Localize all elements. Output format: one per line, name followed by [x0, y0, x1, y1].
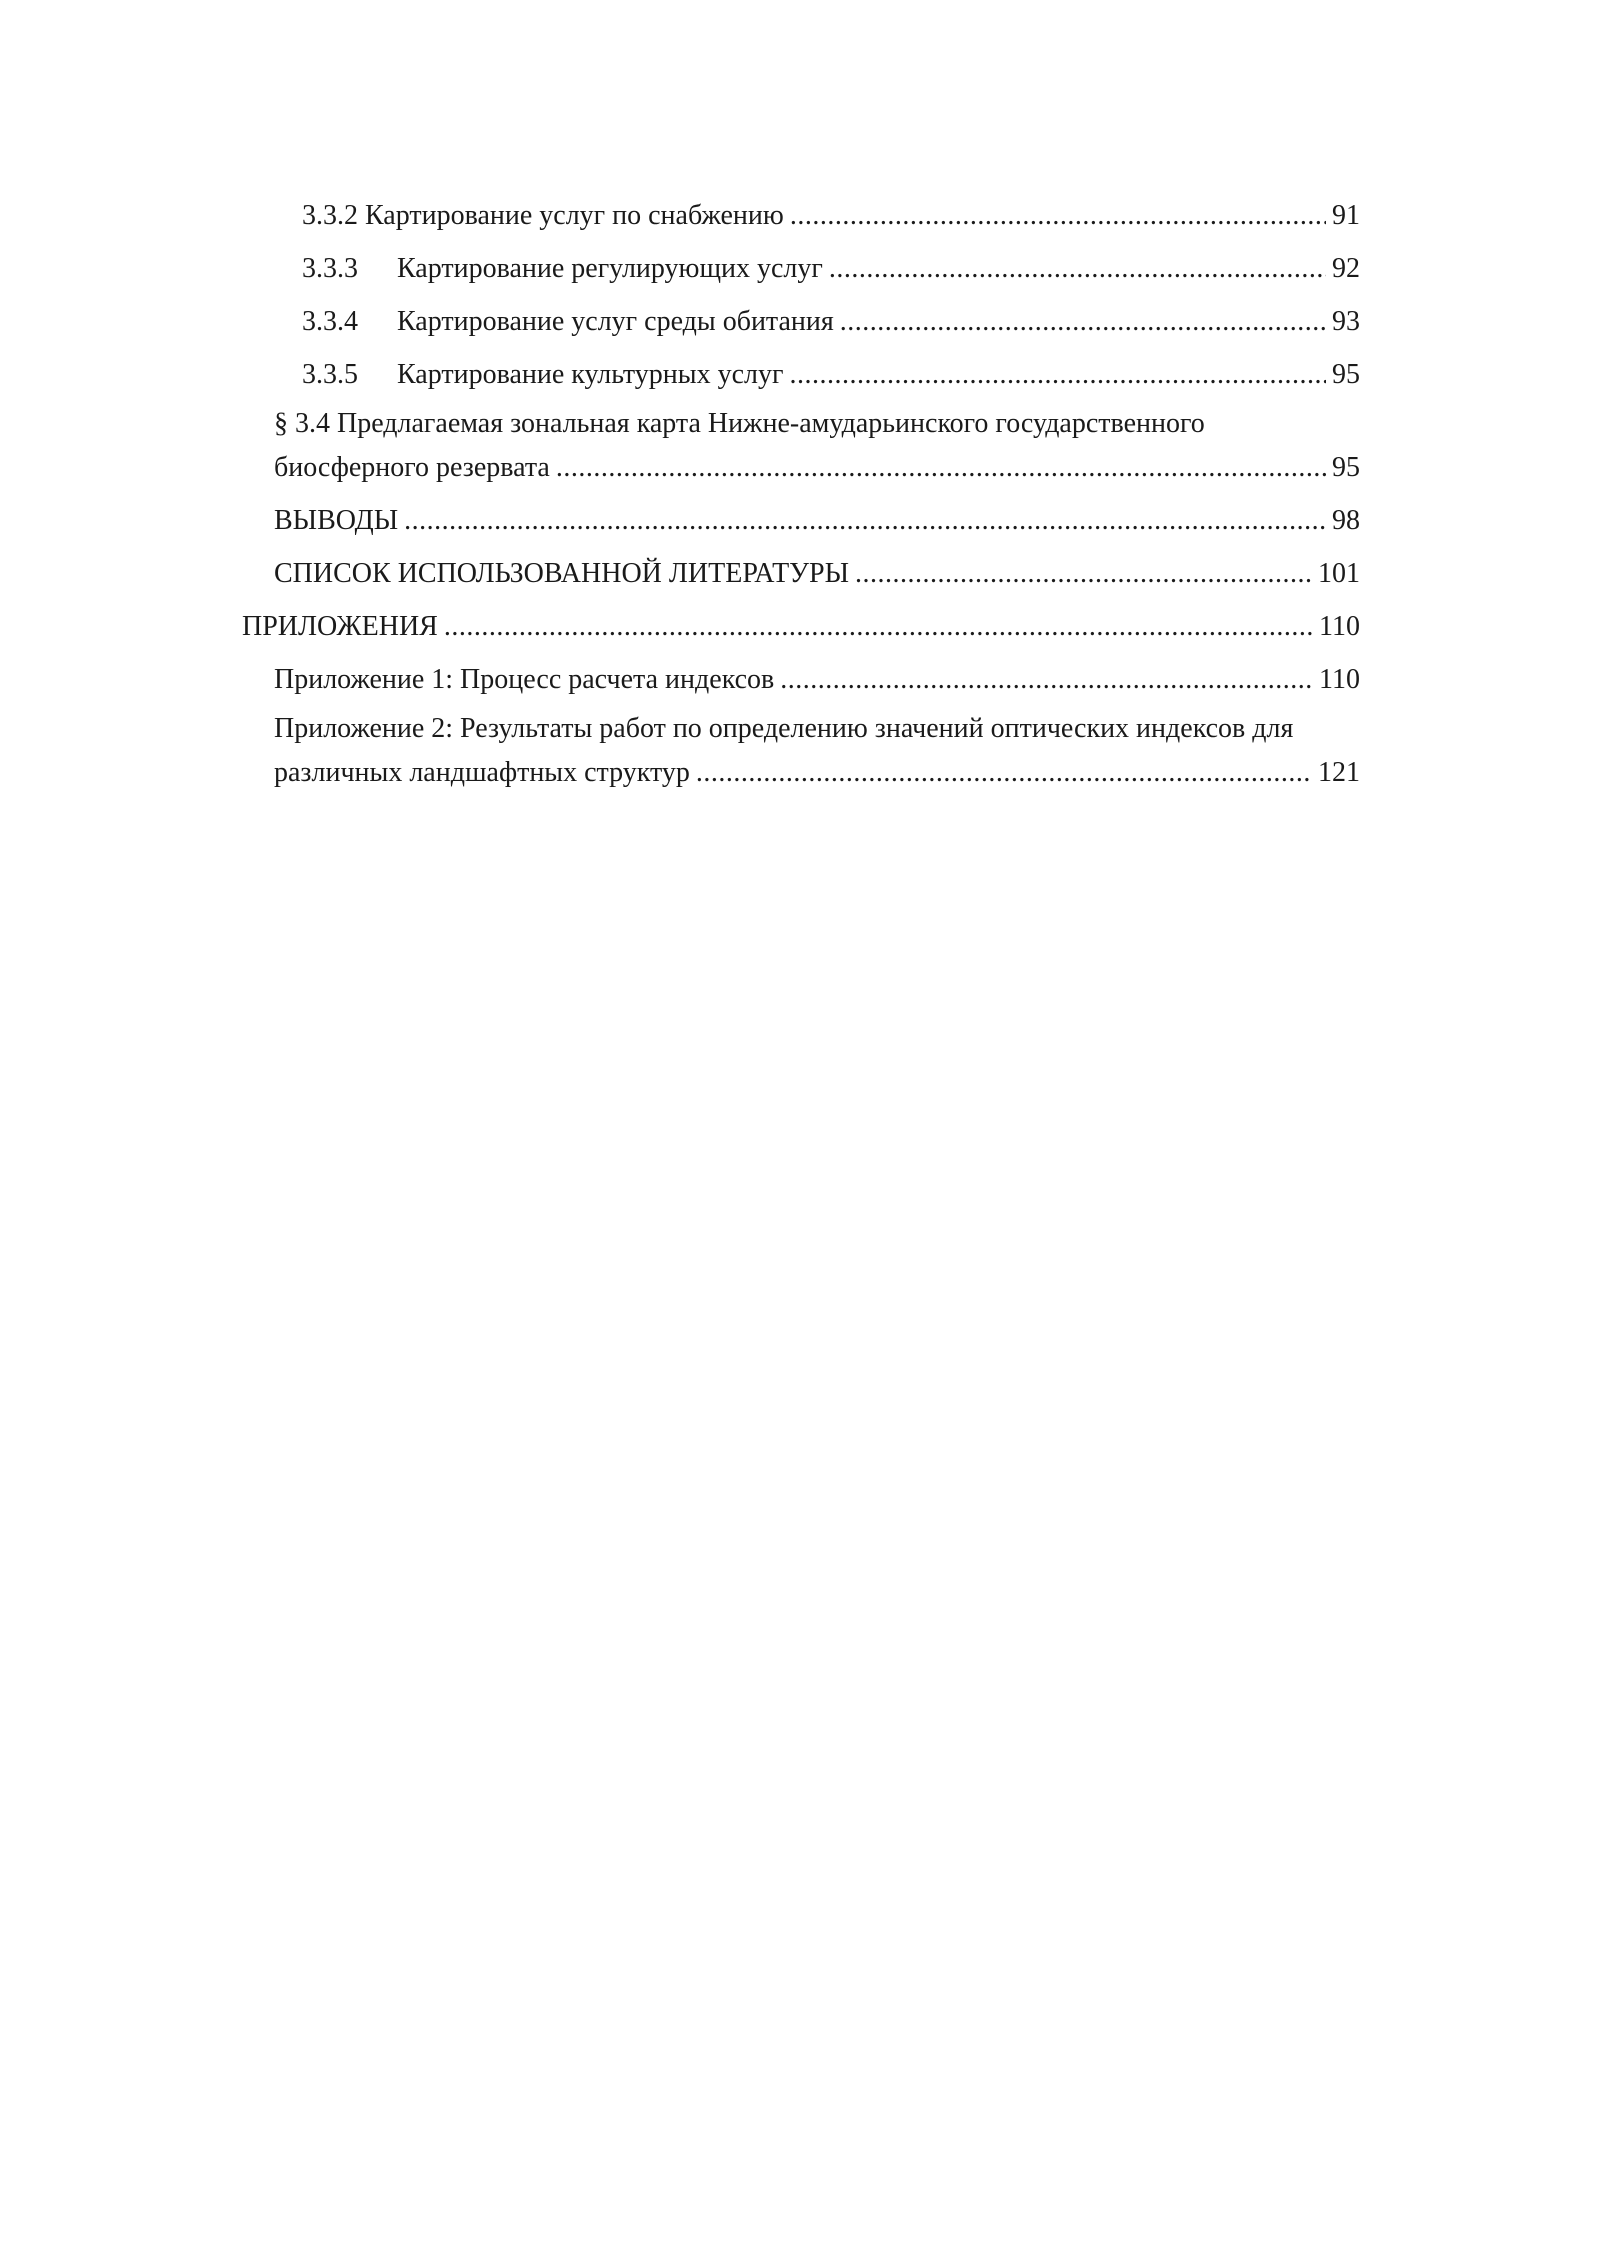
toc-dot-leader [840, 304, 1326, 340]
toc-entry-conclusions[interactable] [274, 495, 1360, 539]
toc-dot-leader [444, 609, 1313, 645]
toc-entry-title [302, 304, 834, 340]
toc-entry-number: 3.3.5 [302, 359, 358, 390]
toc-entry-number: 3.3.4 [302, 306, 358, 337]
toc-entry-3-4-first-line[interactable]: § 3.4 Предлагаемая зональная карта Нижне-амударьинского государственного [274, 408, 1205, 439]
toc-entry-title: ПРИЛОЖЕНИЯ [242, 611, 438, 642]
toc-entry-3-4[interactable] [274, 442, 1360, 486]
toc-entry-title: ВЫВОДЫ [274, 505, 399, 536]
toc-entry-appendices[interactable] [242, 601, 1360, 645]
toc-entry-3-3-5[interactable] [302, 349, 1360, 393]
toc-dot-leader [789, 357, 1326, 393]
toc-entry-title: биосферного резервата [274, 452, 550, 483]
toc-entry-title: различных ландшафтных структур [274, 757, 690, 788]
toc-dot-leader [790, 198, 1326, 234]
toc-page-number: 93 [1332, 306, 1360, 337]
toc-dot-leader [404, 503, 1326, 539]
toc-dot-leader [696, 755, 1312, 791]
toc-entry-appendix-2[interactable] [274, 747, 1360, 791]
toc-page-number: 91 [1332, 200, 1360, 231]
toc-entry-appendix-1[interactable] [274, 654, 1360, 698]
toc-entry-text: Картирование услуг среды обитания [397, 306, 834, 337]
toc-entry-title: СПИСОК ИСПОЛЬЗОВАННОЙ ЛИТЕРАТУРЫ [274, 558, 849, 589]
toc-entry-3-3-4[interactable] [302, 296, 1360, 340]
toc-entry-title: 3.3.2 Картирование услуг по снабжению [302, 200, 784, 231]
toc-entry-references[interactable] [274, 548, 1360, 592]
toc-page-number: 95 [1332, 452, 1360, 483]
toc-page-number: 95 [1332, 359, 1360, 390]
toc-entry-text: Картирование регулирующих услуг [397, 253, 823, 284]
toc-dot-leader [780, 662, 1313, 698]
toc-page-number: 110 [1319, 664, 1360, 695]
toc-page-number: 101 [1318, 558, 1360, 589]
toc-page-number: 121 [1318, 757, 1360, 788]
toc-entry-3-3-2[interactable] [302, 190, 1360, 234]
toc-page-number: 98 [1332, 505, 1360, 536]
toc-entry-title [302, 357, 783, 393]
toc-entry-text: Картирование культурных услуг [397, 359, 784, 390]
toc-entry-3-3-3[interactable] [302, 243, 1360, 287]
toc-dot-leader [556, 450, 1326, 486]
toc-entry-title: Приложение 1: Процесс расчета индексов [274, 664, 775, 695]
toc-entry-appendix-2-first-line[interactable]: Приложение 2: Результаты работ по определению значений оптических индексов для [274, 713, 1294, 744]
toc-dot-leader [855, 556, 1312, 592]
toc-entry-title [302, 251, 823, 287]
toc-page-number: 110 [1319, 611, 1360, 642]
toc-page-number: 92 [1332, 253, 1360, 284]
toc-entry-number: 3.3.3 [302, 253, 358, 284]
toc-dot-leader [829, 251, 1326, 287]
